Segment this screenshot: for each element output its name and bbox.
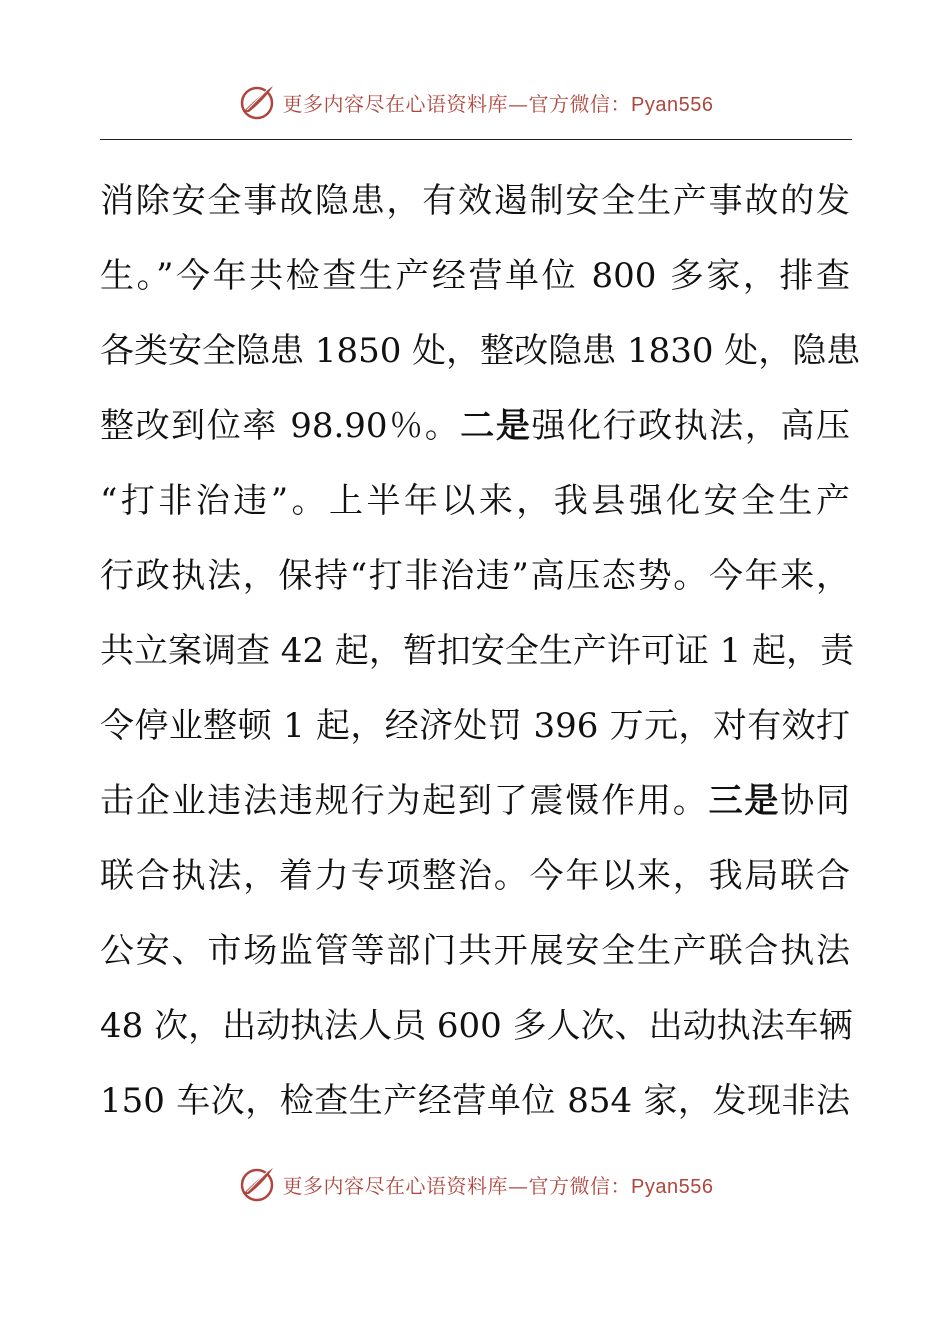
header-rule [100,139,852,140]
text-line-3: 各类安全隐患 1850 处，整改隐患 1830 处，隐患 [100,331,861,371]
footer-banner [0,1164,950,1204]
quill-logo-icon [237,1164,277,1204]
text-line-12: 48 次，出动执法人员 600 多人次、出动执法车辆 [100,1006,853,1046]
header-wechat-label: 官方微信： [528,91,632,116]
text-line-9c: 协同 [780,781,851,821]
header-text [283,88,714,117]
text-line-2: 生。”今年共检查生产经营单位 800 多家，排查 [100,256,850,296]
text-line-4a: 整改到位率 98.90％。 [100,406,461,446]
text-line-4 [100,389,850,464]
footer-dash: — [508,1173,529,1198]
text-line-9a: 击企业违法违规行为起到了震慑作用。 [100,781,709,821]
header-wechat-id: Pyan556 [631,93,714,116]
body-paragraph [100,164,860,1139]
header-site-text: 更多内容尽在心语资料库 [282,91,509,116]
text-line-13: 150 车次，检查生产经营单位 854 家，发现非法 [100,1081,850,1121]
text-line-1: 消除安全事故隐患，有效遏制安全生产事故的发 [100,181,850,221]
footer-wechat-id: Pyan556 [631,1175,714,1198]
text-line-10: 联合执法，着力专项整治。今年以来，我局联合 [100,856,850,896]
footer-site-text: 更多内容尽在心语资料库 [282,1173,509,1198]
text-line-6: 行政执法，保持“打非治违”高压态势。今年来， [100,556,850,596]
text-line-9 [100,764,850,839]
text-line-7: 共立案调查 42 起，暂扣安全生产许可证 1 起，责 [100,631,855,671]
text-line-8: 令停业整顿 1 起，经济处罚 396 万元，对有效打 [100,706,850,746]
quill-logo-icon [237,82,277,122]
footer-text [283,1170,714,1199]
text-line-11: 公安、市场监管等部门共开展安全生产联合执法 [100,931,850,971]
text-line-4c: 强化行政执法，高压 [531,406,851,446]
text-line-5: “打非治违”。上半年以来，我县强化安全生产 [100,481,850,521]
bold-marker-two: 二是 [460,406,532,446]
header-banner [0,82,950,122]
header-dash: — [508,91,529,116]
footer-wechat-label: 官方微信： [528,1173,632,1198]
bold-marker-three: 三是 [708,781,781,821]
